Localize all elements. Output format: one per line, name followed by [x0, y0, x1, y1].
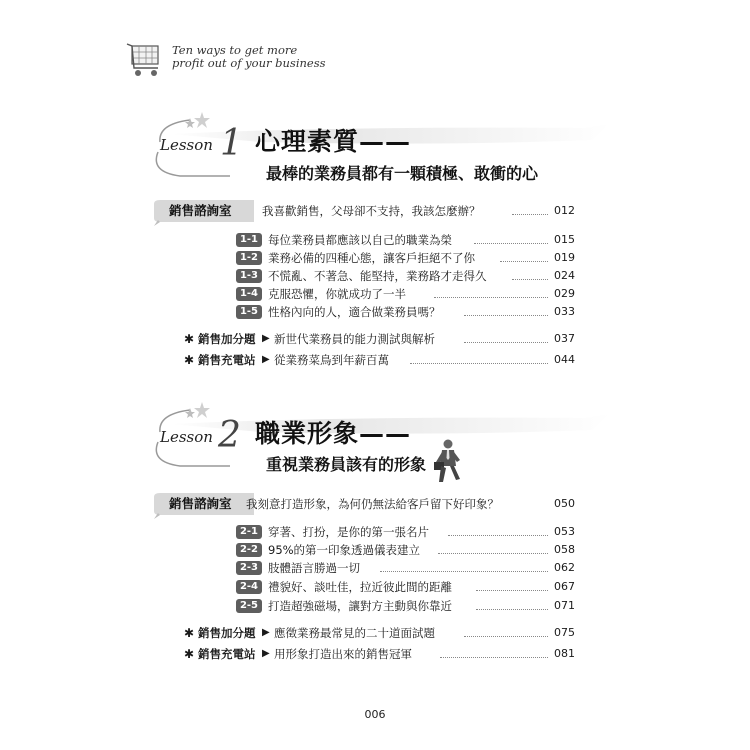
section-page-1-3: 024: [554, 269, 575, 282]
dot-leader: [440, 657, 548, 658]
dot-leader: [512, 214, 548, 215]
dot-leader: [380, 571, 548, 572]
lesson-1-word: Lesson: [160, 136, 213, 154]
section-badge-1-1: 1-1: [236, 233, 262, 247]
section-page-2-4: 067: [554, 580, 575, 593]
extra-page-2-1: 075: [554, 626, 575, 639]
section-title-2-2[interactable]: 95%的第一印象透過儀表建立: [268, 543, 421, 557]
section-page-2-2: 058: [554, 543, 575, 556]
section-page-1-4: 029: [554, 287, 575, 300]
triangle-right-icon: ▶: [262, 648, 270, 659]
dot-leader: [474, 243, 548, 244]
section-title-2-1[interactable]: 穿著、打扮，是你的第一張名片: [268, 525, 429, 539]
dot-leader: [500, 261, 548, 262]
section-badge-1-2: 1-2: [236, 251, 262, 265]
section-badge-2-2: 2-2: [236, 543, 262, 557]
lesson-2-consult-label: 銷售諮詢室: [169, 496, 232, 511]
section-badge-1-5: 1-5: [236, 305, 262, 319]
extra-page-2-2: 081: [554, 647, 575, 660]
section-page-2-5: 071: [554, 599, 575, 612]
extra-label-2-2: 銷售充電站: [198, 647, 256, 661]
asterisk-icon: ✱: [184, 353, 195, 367]
section-page-1-2: 019: [554, 251, 575, 264]
section-title-1-4[interactable]: 克服恐懼，你就成功了一半: [268, 287, 406, 301]
lesson-1-subtitle: 最棒的業務員都有一顆積極、敢衝的心: [266, 164, 539, 183]
dot-leader: [448, 535, 548, 536]
section-title-1-2[interactable]: 業務必備的四種心態，讓客戶拒絕不了你: [268, 251, 475, 265]
tagline-line-1: Ten ways to get more: [172, 43, 298, 57]
section-title-2-5[interactable]: 打造超強磁場，讓對方主動與你靠近: [268, 599, 452, 613]
lesson-2-consult-page: 050: [554, 497, 575, 510]
extra-page-1-1: 037: [554, 332, 575, 345]
section-badge-1-3: 1-3: [236, 269, 262, 283]
section-badge-2-1: 2-1: [236, 525, 262, 539]
page-number: 006: [364, 708, 386, 721]
section-title-2-3[interactable]: 肢體語言勝過一切: [268, 561, 360, 575]
businessman-icon: [432, 438, 466, 486]
asterisk-icon: ✱: [184, 626, 195, 640]
section-badge-1-4: 1-4: [236, 287, 262, 301]
dot-leader: [512, 279, 548, 280]
lesson-2-consult-question[interactable]: 我刻意打造形象，為何仍無法給客戶留下好印象？: [246, 497, 499, 511]
section-badge-2-5: 2-5: [236, 599, 262, 613]
triangle-right-icon: ▶: [262, 627, 270, 638]
section-badge-2-4: 2-4: [236, 580, 262, 594]
shopping-cart-icon: [126, 42, 166, 78]
tagline-line-2: profit out of your business: [172, 56, 326, 70]
dot-leader: [434, 297, 548, 298]
section-page-1-5: 033: [554, 305, 575, 318]
lesson-2-word: Lesson: [160, 428, 213, 446]
lesson-2-subtitle: 重視業務員該有的形象: [266, 455, 427, 474]
dot-leader: [476, 609, 548, 610]
asterisk-icon: ✱: [184, 332, 195, 346]
lesson-2-title: 職業形象——: [255, 419, 412, 448]
section-title-1-5[interactable]: 性格內向的人，適合做業務員嗎？: [268, 305, 441, 319]
section-badge-2-3: 2-3: [236, 561, 262, 575]
lesson-1-consult-label: 銷售諮詢室: [169, 203, 232, 218]
dot-leader: [410, 363, 548, 364]
extra-text-2-2[interactable]: 用形象打造出來的銷售冠軍: [274, 647, 412, 661]
lesson-1-title: 心理素質——: [255, 127, 412, 156]
section-page-2-1: 053: [554, 525, 575, 538]
extra-text-1-2[interactable]: 從業務菜鳥到年薪百萬: [274, 353, 389, 367]
section-title-2-4[interactable]: 禮貌好、談吐佳，拉近彼此間的距離: [268, 580, 452, 594]
header-tagline: [172, 44, 326, 70]
extra-text-1-1[interactable]: 新世代業務員的能力測試與解析: [274, 332, 435, 346]
section-page-2-3: 062: [554, 561, 575, 574]
dot-leader: [476, 590, 548, 591]
dot-leader: [464, 315, 548, 316]
extra-page-1-2: 044: [554, 353, 575, 366]
lesson-1-number: 1: [220, 123, 243, 164]
triangle-right-icon: ▶: [262, 333, 270, 344]
lesson-1-consult-page: 012: [554, 204, 575, 217]
extra-label-2-1: 銷售加分題: [198, 626, 256, 640]
section-page-1-1: 015: [554, 233, 575, 246]
lesson-1-consult-question[interactable]: 我喜歡銷售，父母卻不支持，我該怎麼辦？: [262, 204, 481, 218]
triangle-right-icon: ▶: [262, 354, 270, 365]
extra-label-1-1: 銷售加分題: [198, 332, 256, 346]
section-title-1-1[interactable]: 每位業務員都應該以自己的職業為榮: [268, 233, 452, 247]
extra-label-1-2: 銷售充電站: [198, 353, 256, 367]
asterisk-icon: ✱: [184, 647, 195, 661]
lesson-2-number: 2: [218, 415, 241, 456]
section-title-1-3[interactable]: 不慌亂、不著急、能堅持，業務路才走得久: [268, 269, 487, 283]
extra-text-2-1[interactable]: 應徵業務最常見的二十道面試題: [274, 626, 435, 640]
dot-leader: [438, 553, 548, 554]
dot-leader: [464, 636, 548, 637]
dot-leader: [464, 342, 548, 343]
